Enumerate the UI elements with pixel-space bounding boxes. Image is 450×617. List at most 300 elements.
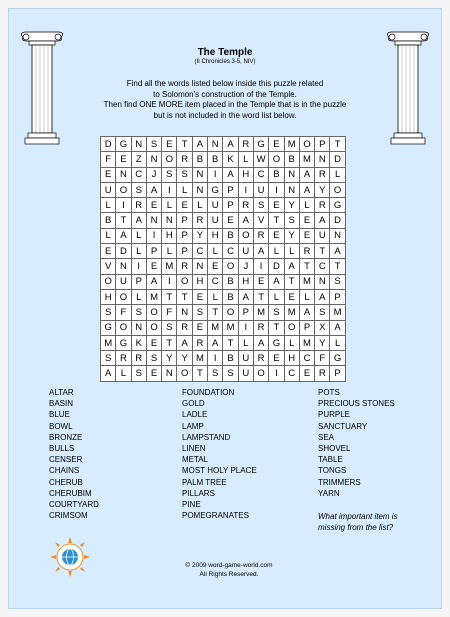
- grid-cell: M: [330, 305, 345, 320]
- grid-cell: E: [299, 213, 314, 228]
- grid-cell: C: [208, 274, 223, 289]
- grid-cell: P: [131, 274, 146, 289]
- grid-row: [101, 198, 346, 213]
- grid-cell: R: [253, 320, 268, 335]
- grid-cell: N: [192, 182, 207, 197]
- grid-cell: I: [253, 259, 268, 274]
- word-list-item: METAL: [182, 455, 209, 465]
- grid-cell: O: [284, 320, 299, 335]
- grid-cell: T: [315, 244, 330, 259]
- word-list-item: SHOVEL: [318, 444, 351, 454]
- word-list-item: CRIMSOM: [49, 511, 88, 521]
- pillar-illustration-left: [19, 31, 65, 146]
- footer: [149, 561, 309, 579]
- word-list-item: PURPLE: [318, 410, 351, 420]
- grid-cell: L: [238, 335, 253, 350]
- grid-cell: T: [253, 289, 268, 304]
- grid-cell: A: [208, 335, 223, 350]
- grid-cell: E: [192, 320, 207, 335]
- grid-cell: E: [223, 213, 238, 228]
- grid-cell: B: [223, 289, 238, 304]
- grid-cell: H: [238, 167, 253, 182]
- word-list-item: YARN: [318, 488, 340, 498]
- grid-row: [101, 305, 346, 320]
- grid-cell: S: [223, 366, 238, 381]
- grid-cell: I: [131, 259, 146, 274]
- grid-cell: A: [315, 213, 330, 228]
- grid-cell: S: [146, 137, 161, 152]
- grid-row: [101, 351, 346, 366]
- grid-cell: Y: [284, 228, 299, 243]
- grid-cell: H: [101, 289, 116, 304]
- grid-cell: T: [162, 289, 177, 304]
- grid-cell: O: [146, 320, 161, 335]
- grid-cell: A: [299, 305, 314, 320]
- grid-cell: U: [116, 274, 131, 289]
- grid-cell: L: [162, 198, 177, 213]
- word-list-column-1: [49, 387, 99, 521]
- grid-cell: L: [131, 289, 146, 304]
- grid-row: [101, 320, 346, 335]
- grid-cell: O: [101, 274, 116, 289]
- grid-cell: D: [101, 137, 116, 152]
- grid-cell: R: [315, 366, 330, 381]
- grid-row: [101, 259, 346, 274]
- grid-cell: E: [146, 259, 161, 274]
- grid-cell: M: [299, 274, 314, 289]
- grid-cell: P: [330, 366, 345, 381]
- grid-cell: Y: [284, 198, 299, 213]
- grid-cell: R: [192, 335, 207, 350]
- grid-cell: M: [208, 320, 223, 335]
- grid-cell: I: [238, 320, 253, 335]
- grid-cell: T: [177, 137, 192, 152]
- grid-cell: L: [101, 198, 116, 213]
- word-list-item: SEA: [318, 432, 335, 442]
- grid-cell: P: [146, 244, 161, 259]
- grid-cell: R: [131, 351, 146, 366]
- bonus-question-line: What important item is: [318, 512, 398, 521]
- grid-cell: L: [299, 289, 314, 304]
- grid-cell: D: [116, 244, 131, 259]
- grid-cell: C: [223, 244, 238, 259]
- grid-row: [101, 213, 346, 228]
- grid-cell: G: [269, 335, 284, 350]
- grid-cell: E: [162, 137, 177, 152]
- grid-cell: E: [284, 289, 299, 304]
- grid-cell: L: [208, 244, 223, 259]
- grid-cell: U: [101, 182, 116, 197]
- grid-cell: S: [330, 274, 345, 289]
- grid-cell: M: [299, 152, 314, 167]
- grid-cell: O: [299, 137, 314, 152]
- word-list-column-3: [318, 387, 395, 499]
- word-list-item: TABLE: [318, 455, 343, 465]
- grid-cell: B: [223, 351, 238, 366]
- word-list-item: CHERUBIM: [49, 488, 92, 498]
- word-list-item: BLUE: [49, 410, 70, 420]
- grid-cell: O: [223, 259, 238, 274]
- grid-cell: A: [192, 137, 207, 152]
- grid-row: [101, 167, 346, 182]
- grid-cell: A: [131, 213, 146, 228]
- grid-cell: O: [330, 182, 345, 197]
- grid-cell: N: [192, 259, 207, 274]
- grid-cell: L: [284, 335, 299, 350]
- grid-cell: J: [238, 259, 253, 274]
- grid-cell: G: [330, 198, 345, 213]
- grid-cell: O: [238, 228, 253, 243]
- grid-cell: L: [299, 198, 314, 213]
- grid-row: [101, 289, 346, 304]
- word-list-item: PILLARS: [182, 488, 215, 498]
- word-search-grid: [100, 136, 346, 382]
- grid-cell: N: [192, 167, 207, 182]
- grid-cell: W: [253, 152, 268, 167]
- grid-cell: N: [116, 167, 131, 182]
- grid-cell: Y: [192, 228, 207, 243]
- grid-cell: N: [116, 259, 131, 274]
- grid-cell: L: [330, 335, 345, 350]
- grid-cell: C: [253, 167, 268, 182]
- grid-cell: A: [238, 213, 253, 228]
- grid-cell: F: [116, 305, 131, 320]
- grid-cell: E: [177, 198, 192, 213]
- grid-cell: S: [146, 351, 161, 366]
- grid-cell: R: [116, 351, 131, 366]
- grid-cell: I: [208, 351, 223, 366]
- grid-cell: P: [177, 213, 192, 228]
- grid-row: [101, 366, 346, 381]
- grid-cell: O: [116, 289, 131, 304]
- grid-cell: T: [192, 366, 207, 381]
- grid-cell: G: [208, 182, 223, 197]
- grid-cell: P: [223, 182, 238, 197]
- grid-cell: B: [101, 213, 116, 228]
- grid-cell: R: [238, 137, 253, 152]
- grid-cell: M: [299, 335, 314, 350]
- grid-cell: C: [131, 167, 146, 182]
- grid-cell: E: [101, 167, 116, 182]
- grid-cell: H: [208, 228, 223, 243]
- grid-cell: F: [101, 152, 116, 167]
- instruction-line: Then find ONE MORE item placed in the Temple that is in the puzzle: [103, 100, 347, 109]
- grid-cell: R: [177, 320, 192, 335]
- word-list-item: MOST HOLY PLACE: [182, 466, 257, 476]
- grid-cell: M: [284, 305, 299, 320]
- grid-cell: A: [253, 335, 268, 350]
- grid-cell: B: [208, 152, 223, 167]
- grid-cell: L: [208, 289, 223, 304]
- grid-cell: T: [269, 320, 284, 335]
- grid-cell: U: [208, 213, 223, 228]
- grid-cell: E: [146, 366, 161, 381]
- grid-cell: S: [269, 305, 284, 320]
- grid-cell: T: [330, 259, 345, 274]
- grid-cell: S: [177, 167, 192, 182]
- page-subtitle: (II Chronicles 3-5, NIV): [194, 59, 256, 65]
- grid-cell: L: [269, 289, 284, 304]
- grid-cell: A: [269, 274, 284, 289]
- grid-cell: O: [269, 152, 284, 167]
- grid-cell: A: [238, 289, 253, 304]
- grid-cell: R: [177, 259, 192, 274]
- grid-cell: N: [146, 213, 161, 228]
- grid-cell: P: [299, 320, 314, 335]
- word-list-item: PRECIOUS STONES: [318, 399, 395, 409]
- grid-cell: M: [192, 351, 207, 366]
- grid-cell: T: [269, 213, 284, 228]
- grid-cell: F: [315, 351, 330, 366]
- grid-cell: N: [330, 228, 345, 243]
- grid-row: [101, 182, 346, 197]
- grid-cell: L: [284, 244, 299, 259]
- grid-cell: E: [146, 335, 161, 350]
- grid-cell: P: [315, 137, 330, 152]
- grid-cell: O: [177, 274, 192, 289]
- grid-cell: L: [177, 182, 192, 197]
- grid-cell: S: [131, 182, 146, 197]
- grid-cell: U: [238, 351, 253, 366]
- grid-cell: B: [192, 152, 207, 167]
- instruction-line: but is not included in the word list below.: [153, 110, 297, 120]
- grid-cell: G: [116, 137, 131, 152]
- grid-cell: T: [162, 335, 177, 350]
- grid-row: [101, 335, 346, 350]
- grid-cell: K: [223, 152, 238, 167]
- grid-cell: M: [223, 320, 238, 335]
- grid-cell: B: [223, 274, 238, 289]
- grid-cell: I: [208, 167, 223, 182]
- grid-cell: N: [315, 152, 330, 167]
- grid-cell: O: [223, 305, 238, 320]
- word-list-item: POMEGRANATES: [182, 511, 249, 521]
- word-list-item: FOUNDATION: [182, 388, 235, 397]
- grid-cell: T: [223, 335, 238, 350]
- grid-cell: N: [284, 167, 299, 182]
- grid-cell: X: [315, 320, 330, 335]
- grid-cell: D: [330, 152, 345, 167]
- grid-cell: Y: [315, 335, 330, 350]
- word-list-item: LINEN: [182, 444, 206, 454]
- grid-cell: R: [253, 351, 268, 366]
- grid-cell: I: [116, 198, 131, 213]
- grid-row: [101, 274, 346, 289]
- word-list-item: POTS: [318, 388, 340, 397]
- grid-cell: S: [131, 366, 146, 381]
- grid-cell: I: [162, 274, 177, 289]
- word-list-item: COURTYARD: [49, 500, 99, 510]
- word-list-item: PALM TREE: [182, 477, 227, 487]
- grid-cell: I: [238, 182, 253, 197]
- grid-cell: I: [162, 182, 177, 197]
- copyright-text: © 2009 word-game-world.com: [185, 562, 273, 569]
- grid-cell: U: [238, 244, 253, 259]
- grid-cell: C: [284, 366, 299, 381]
- grid-cell: L: [131, 244, 146, 259]
- grid-cell: E: [253, 274, 268, 289]
- grid-cell: Y: [162, 351, 177, 366]
- grid-cell: E: [269, 198, 284, 213]
- instruction-line: Find all the words listed below inside this puzzle related: [126, 79, 324, 88]
- word-list-item: CHERUB: [49, 477, 83, 487]
- grid-cell: A: [223, 167, 238, 182]
- grid-cell: R: [177, 152, 192, 167]
- grid-cell: C: [315, 259, 330, 274]
- grid-row: [101, 244, 346, 259]
- grid-cell: P: [238, 305, 253, 320]
- word-list-item: ALTAR: [49, 388, 74, 397]
- grid-cell: H: [284, 351, 299, 366]
- grid-cell: E: [208, 259, 223, 274]
- grid-cell: B: [284, 152, 299, 167]
- grid-cell: T: [208, 305, 223, 320]
- grid-cell: M: [162, 259, 177, 274]
- grid-row: [101, 152, 346, 167]
- grid-cell: E: [269, 351, 284, 366]
- grid-cell: G: [116, 335, 131, 350]
- grid-cell: Z: [131, 152, 146, 167]
- grid-cell: G: [330, 351, 345, 366]
- grid-cell: A: [330, 244, 345, 259]
- grid-cell: H: [162, 228, 177, 243]
- grid-cell: A: [330, 320, 345, 335]
- grid-cell: M: [284, 137, 299, 152]
- grid-cell: S: [315, 305, 330, 320]
- title-block: [99, 47, 351, 65]
- grid-cell: O: [162, 152, 177, 167]
- grid-cell: R: [315, 198, 330, 213]
- grid-cell: E: [101, 244, 116, 259]
- grid-cell: N: [315, 274, 330, 289]
- grid-cell: S: [284, 213, 299, 228]
- word-list-item: PINE: [182, 500, 201, 510]
- grid-cell: S: [131, 305, 146, 320]
- bonus-question-line: missing from the list?: [318, 522, 394, 532]
- grid-cell: O: [116, 320, 131, 335]
- grid-cell: I: [269, 366, 284, 381]
- grid-cell: E: [299, 366, 314, 381]
- word-list-item: LADLE: [182, 410, 208, 420]
- grid-cell: D: [269, 259, 284, 274]
- word-list-item: BASIN: [49, 399, 74, 409]
- grid-cell: D: [330, 213, 345, 228]
- grid-cell: O: [177, 366, 192, 381]
- grid-cell: U: [208, 198, 223, 213]
- grid-cell: T: [299, 259, 314, 274]
- grid-cell: N: [146, 152, 161, 167]
- grid-cell: M: [253, 305, 268, 320]
- grid-cell: P: [223, 198, 238, 213]
- grid-cell: V: [101, 259, 116, 274]
- word-list-item: LAMPSTAND: [182, 432, 231, 442]
- grid-cell: P: [177, 244, 192, 259]
- word-list-item: BULLS: [49, 444, 75, 454]
- grid-cell: A: [299, 182, 314, 197]
- grid-cell: G: [253, 137, 268, 152]
- grid-cell: V: [253, 213, 268, 228]
- grid-cell: M: [146, 289, 161, 304]
- grid-row: [101, 137, 346, 152]
- grid-cell: L: [192, 198, 207, 213]
- grid-cell: L: [269, 244, 284, 259]
- grid-cell: S: [162, 320, 177, 335]
- grid-cell: M: [101, 335, 116, 350]
- word-list-item: CHAINS: [49, 466, 80, 476]
- word-list-column-2: [182, 387, 257, 521]
- grid-cell: U: [253, 182, 268, 197]
- grid-cell: N: [162, 213, 177, 228]
- grid-cell: Y: [177, 351, 192, 366]
- grid-cell: A: [146, 182, 161, 197]
- grid-cell: T: [177, 289, 192, 304]
- instruction-line: to Solomon's construction of the Temple.: [153, 89, 297, 99]
- grid-cell: E: [269, 228, 284, 243]
- grid-cell: F: [162, 305, 177, 320]
- grid-cell: O: [116, 182, 131, 197]
- grid-cell: A: [315, 289, 330, 304]
- grid-cell: O: [253, 366, 268, 381]
- word-list-item: LAMP: [182, 421, 204, 431]
- grid-cell: E: [192, 289, 207, 304]
- grid-cell: N: [131, 320, 146, 335]
- grid-cell: N: [177, 305, 192, 320]
- grid-cell: S: [101, 305, 116, 320]
- grid-cell: L: [330, 167, 345, 182]
- grid-cell: A: [284, 259, 299, 274]
- grid-cell: J: [146, 167, 161, 182]
- grid-cell: I: [269, 182, 284, 197]
- grid-cell: P: [330, 289, 345, 304]
- grid-cell: S: [162, 167, 177, 182]
- grid-cell: T: [330, 137, 345, 152]
- grid-cell: L: [238, 152, 253, 167]
- grid-cell: N: [131, 137, 146, 152]
- grid-cell: S: [208, 366, 223, 381]
- grid-cell: T: [284, 274, 299, 289]
- grid-cell: U: [315, 228, 330, 243]
- word-list-item: TRIMMERS: [318, 477, 361, 487]
- grid-cell: L: [101, 228, 116, 243]
- grid-cell: C: [299, 351, 314, 366]
- grid-cell: S: [253, 198, 268, 213]
- grid-cell: I: [146, 228, 161, 243]
- grid-cell: E: [146, 198, 161, 213]
- grid-cell: L: [162, 244, 177, 259]
- grid-cell: R: [192, 213, 207, 228]
- grid-cell: U: [238, 366, 253, 381]
- grid-cell: A: [177, 335, 192, 350]
- word-list-item: TONGS: [318, 466, 347, 476]
- grid-cell: B: [269, 167, 284, 182]
- grid-cell: A: [299, 167, 314, 182]
- grid-cell: E: [269, 137, 284, 152]
- pillar-illustration-right: [385, 31, 431, 146]
- grid-cell: N: [162, 366, 177, 381]
- rights-text: All Rights Reserved.: [199, 571, 259, 578]
- grid-cell: S: [101, 351, 116, 366]
- grid-cell: H: [192, 274, 207, 289]
- grid-cell: R: [253, 228, 268, 243]
- grid-cell: P: [177, 228, 192, 243]
- grid-cell: R: [315, 167, 330, 182]
- grid-cell: A: [253, 244, 268, 259]
- grid-cell: E: [299, 228, 314, 243]
- word-list-item: BOWL: [49, 421, 73, 431]
- grid-cell: C: [192, 244, 207, 259]
- grid-cell: R: [131, 198, 146, 213]
- grid-cell: N: [208, 137, 223, 152]
